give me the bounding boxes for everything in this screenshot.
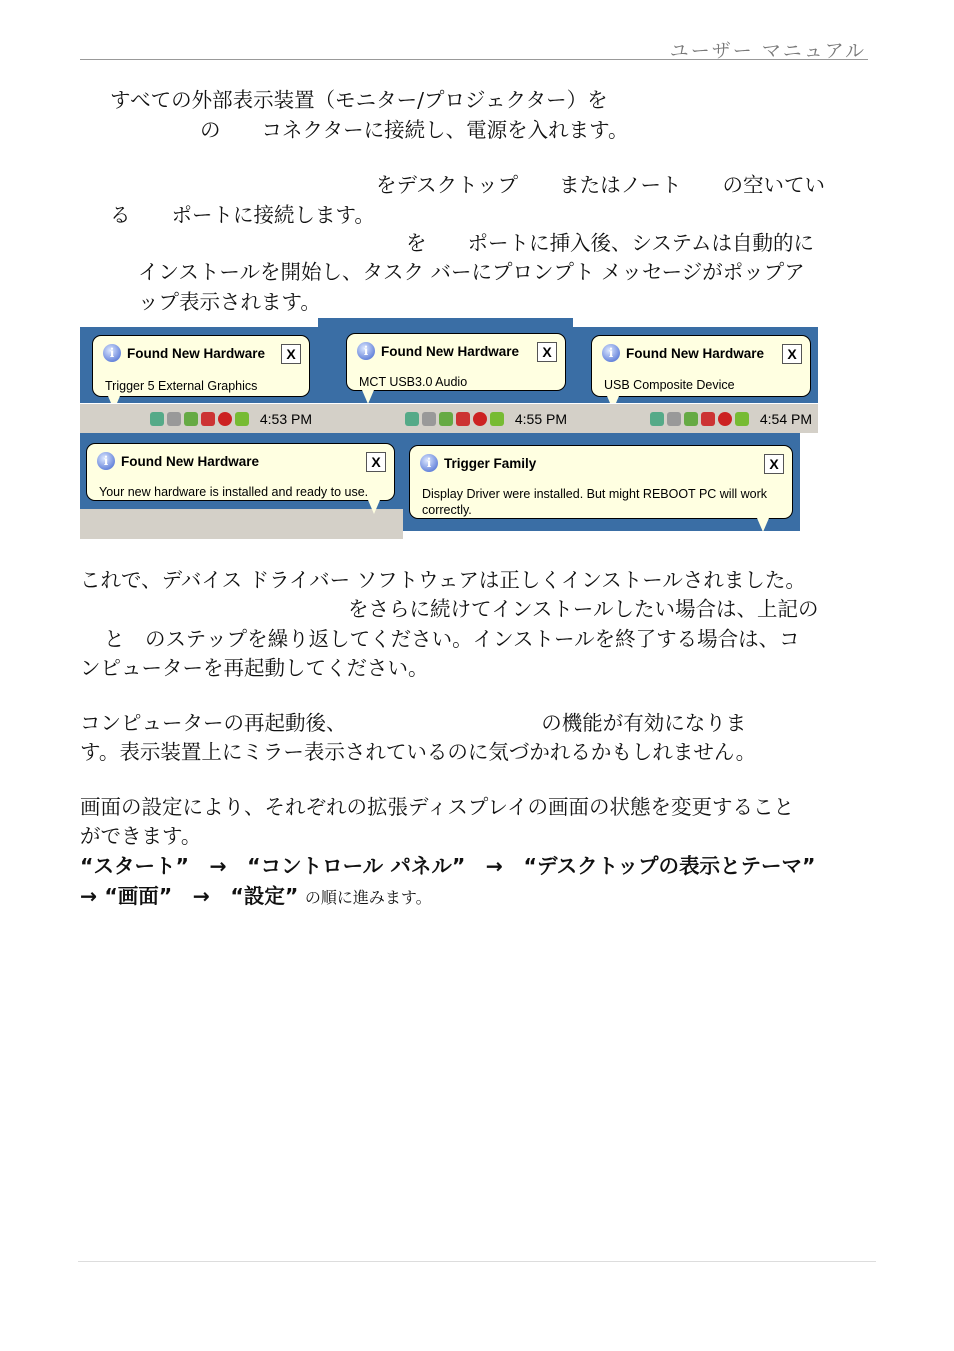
- system-tray: [150, 408, 312, 430]
- balloon-body: MCT USB3.0 Audio: [359, 375, 468, 389]
- close-icon[interactable]: X: [782, 344, 802, 364]
- balloon-body: USB Composite Device: [604, 378, 735, 392]
- nvidia-icon[interactable]: [490, 412, 504, 426]
- p7-menu-path-line2: [80, 881, 432, 913]
- p3-line3: ップ表示されます。: [138, 290, 321, 314]
- p2-line1: をデスクトップ またはノート の空いてい: [376, 173, 825, 197]
- header-rule: [80, 59, 868, 60]
- p4-line4: ンピューターを再起動してください。: [80, 656, 429, 680]
- p6-line2: ができます。: [80, 824, 202, 848]
- info-icon: i: [97, 452, 115, 470]
- p3-line1: を ポートに挿入後、システムは自動的に: [406, 231, 814, 255]
- info-icon: i: [420, 454, 438, 472]
- security-shield-icon[interactable]: [473, 412, 487, 426]
- safely-remove-icon[interactable]: [684, 412, 698, 426]
- balloon-1: [92, 335, 310, 397]
- usb-icon[interactable]: [667, 412, 681, 426]
- p4-line3: と のステップを繰り返してください。インストールを終了する場合は、コ: [104, 627, 800, 651]
- usb-icon[interactable]: [422, 412, 436, 426]
- balloon-body: Trigger 5 External Graphics: [105, 379, 258, 393]
- tray-clock: 4:55 PM: [514, 411, 567, 427]
- usb-icon[interactable]: [167, 412, 181, 426]
- header-title: ユーザー マニュアル: [669, 40, 866, 62]
- balloon-title: Trigger Family: [444, 455, 537, 471]
- network-icon[interactable]: [150, 412, 164, 426]
- balloon-title: Found New Hardware: [626, 345, 765, 361]
- taskbar: [318, 403, 573, 433]
- p5-line1: コンピューターの再起動後、 の機能が有効になりま: [80, 711, 747, 735]
- close-icon[interactable]: X: [764, 454, 784, 474]
- balloon-body: Your new hardware is installed and ready to use.: [99, 485, 369, 499]
- balloon-4: [86, 443, 395, 501]
- info-icon: i: [103, 344, 121, 362]
- security-shield-icon[interactable]: [718, 412, 732, 426]
- p2-line2: る ポートに接続します。: [110, 203, 375, 227]
- tray-clock: 4:54 PM: [759, 411, 812, 427]
- screenshot-2: [318, 318, 573, 433]
- p5-line2: す。表示装置上にミラー表示されているのに気づかれるかもしれません。: [80, 740, 757, 764]
- screenshot-3: [573, 327, 818, 433]
- p1-line1: すべての外部表示装置（モニター/プロジェクター）を: [110, 88, 608, 112]
- p7-menu-path-line1: “スタート” → “コントロール パネル” → “デスクトップの表示とテーマ”: [80, 854, 816, 878]
- info-icon: i: [602, 344, 620, 362]
- volume-icon[interactable]: [456, 412, 470, 426]
- taskbar: [573, 403, 818, 433]
- safely-remove-icon[interactable]: [439, 412, 453, 426]
- tray-clock: 4:53 PM: [259, 411, 312, 427]
- screenshot-5: [403, 433, 800, 531]
- system-tray: [650, 408, 812, 430]
- footer-rule: [78, 1261, 876, 1262]
- close-icon[interactable]: X: [366, 452, 386, 472]
- balloon-2: [346, 333, 566, 391]
- p4-line1: これで、デバイス ドライバー ソフトウェアは正しくインストールされました。: [80, 568, 806, 592]
- network-icon[interactable]: [405, 412, 419, 426]
- p7-suffix: の順に進みます。: [304, 888, 432, 907]
- screenshot-1: [80, 327, 318, 433]
- volume-icon[interactable]: [201, 412, 215, 426]
- balloon-3: [591, 335, 811, 397]
- close-icon[interactable]: X: [281, 344, 301, 364]
- balloon-title: Found New Hardware: [381, 343, 520, 359]
- network-icon[interactable]: [650, 412, 664, 426]
- balloon-title: Found New Hardware: [127, 345, 266, 361]
- security-shield-icon[interactable]: [218, 412, 232, 426]
- p3-line2: インストールを開始し、タスク バーにプロンプト メッセージがポップア: [138, 260, 805, 284]
- p4-line2: をさらに続けてインストールしたい場合は、上記の: [348, 597, 819, 621]
- info-icon: i: [357, 342, 375, 360]
- system-tray: [405, 408, 567, 430]
- volume-icon[interactable]: [701, 412, 715, 426]
- taskbar: [80, 403, 318, 433]
- p7-menu-path: → “画面” → “設定”: [80, 884, 299, 908]
- p1-line2: の コネクターに接続し、電源を入れます。: [200, 118, 629, 142]
- nvidia-icon[interactable]: [235, 412, 249, 426]
- close-icon[interactable]: X: [537, 342, 557, 362]
- balloon-body: Display Driver were installed. But might REBOOT PC will work correctly.: [422, 487, 768, 517]
- balloon-title: Found New Hardware: [121, 453, 260, 469]
- balloon-5: [409, 445, 793, 519]
- p6-line1: 画面の設定により、それぞれの拡張ディスプレイの画面の状態を変更すること: [80, 795, 795, 819]
- screenshot-4: [80, 433, 403, 539]
- safely-remove-icon[interactable]: [184, 412, 198, 426]
- nvidia-icon[interactable]: [735, 412, 749, 426]
